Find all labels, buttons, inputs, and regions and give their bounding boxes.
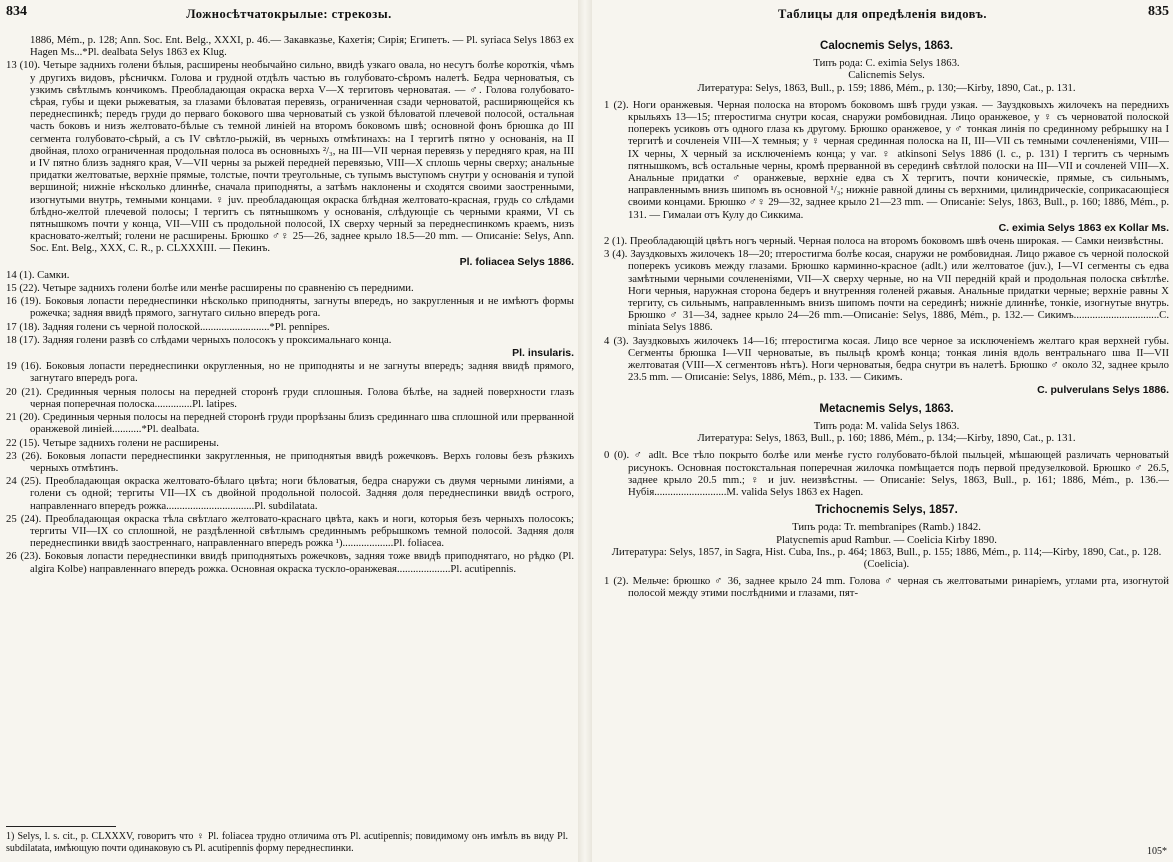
genus-intro-line: Литература: Selys, 1863, Bull., p. 159; 1886, Mém., p. 130;—Kirby, 1890, Cat., p. 131. — [697, 81, 1076, 94]
key-couplet: 0 (0). ♂ adlt. Все тѣло покрыто болѣе или менѣе густо голубовато-бѣлой пыльцей, мѣшающей различать черноватый рисунокъ. Основная постокстальная поперечная жилочка помѣщается подъ первой предузелковой. Брюшко ♂ 26.5, заднее крыло 20.5 mm.; ♀ и juv. неизвѣстны. — Описаніе: Selys, 1863, Bull., p. 161; 1886, Mém., p. 136.— Нубія...........................M. valida Selys 1863 ex Hagen. — [604, 449, 1169, 498]
key-couplet: 4 (3). Зауздковыхъ жилочекъ 14—16; птеростигма косая. Лицо все черное за исключеніемъ желтаго края верхней губы. Сегменты брюшка I—VII черноватые, въ пыльцѣ кромѣ конца; тонкая линія вдоль вентральнаго шва II—VII желтоватая (VIII—X сегментовъ нѣтъ). Ноги черноватыя, бедра снутри въ налетѣ. Брюшко ♂ около 32, заднее крыло 23.5 mm. — Описаніе: Selys, 1886, Mém., p. 133. — Сикимъ. — [604, 334, 1169, 384]
left-page — [0, 0, 578, 862]
footnote-rule — [6, 826, 116, 827]
genus-heading: Metacnemis Selys, 1863. — [819, 402, 954, 415]
left-header — [0, 6, 578, 24]
key-couplet: 19 (16). Боковыя лопасти переднеспинки округленныя, но не приподняты и не загнуты впередъ; задняя ввидѣ прямого, загнутаго впередъ рога. — [6, 360, 574, 385]
right-header — [592, 6, 1173, 24]
key-couplet: 24 (25). Преобладающая окраска желтовато-бѣлаго цвѣта; ноги бѣловатыя, бедра снаружи съ двумя черными линіями, а голени съ одной; тергиты VII—IX съ двойной продольной полосой. Задняя доля переднеспинки ввидѣ острого, направленнаго впередъ рожка.................................Pl. subdilatata. — [6, 475, 574, 512]
genus-intro-line: Литература: Selys, 1857, in Sagra, Hist. Cuba, Ins., p. 464; 1863, Bull., p. 155; 1886, Mém., p. 114;—Kirby, 1890, Cat., p. 128. (Coelicia). — [611, 545, 1162, 570]
genus-intro-line: Calicnemis Selys. — [848, 69, 925, 82]
key-couplet: 3 (4). Зауздковыхъ жилочекъ 18—20; птеростигма болѣе косая, снаружи не ромбовидная. Лицо ржавое съ черной полоской поперекъ усиковъ между глазами. Брюшко карминно-красное (adlt.) или желтоватое (juv.), I—VI сегменты съ едва замѣтными черными сочлененіями, VII—X сверху черные, но на VII передній край и продольная полоска свѣтлѣе. Ноги черныя, наружная сторона бедеръ и внутренняя голеней ржавыя. Анальные придатки черные; верхніе равны X тергиту, съ сильнымъ, направленнымъ внизъ шипомъ почти на серединѣ; нижніе длиннѣе, тонкіе, изогнутые внутрь. Брюшко ♂ 31—34, заднее крыло 24—26 mm.—Описаніе: Selys, 1886, Mém., p. 132.— Сикимъ................................C. miniata Selys 1886. — [604, 248, 1169, 334]
key-couplet: 23 (26). Боковыя лопасти переднеспинки закругленныя, не приподнятыя ввидѣ рожечковъ. Верхъ головы безъ рѣзкихъ черныхъ отмѣтинъ. — [6, 449, 574, 474]
genus-intro-line: Литература: Selys, 1863, Bull., p. 160; 1886, Mém., p. 134;—Kirby, 1890, Cat., p. 131. — [697, 432, 1076, 445]
key-couplet: 26 (23). Боковыя лопасти переднеспинки ввидѣ приподнятыхъ рожечковъ, задняя тоже ввидѣ приподнятаго, но рѣдко (Pl. algira Kolbe) направленнаго впередъ рожка. Основная окраска тускло-оранжевая....................Pl. acutipennis. — [6, 550, 574, 575]
signature-mark: 105* — [1147, 845, 1167, 857]
key-couplet: 18 (17). Задняя голени развѣ со слѣдами черныхъ полосокъ у проксимальнаго конца. — [6, 333, 392, 346]
running-head: Таблицы для опредѣленія видовъ. — [777, 7, 988, 21]
species-name: C. pulverulans Selys 1886. — [1037, 384, 1169, 397]
key-couplet: 1886, Mém., p. 128; Ann. Soc. Ent. Belg., XXXI, p. 46.— Закавказье, Кахетія; Сирія; Египетъ. — Pl. syriaca Selys 1863 ex Hagen Ms...*Pl. dealbata Selys 1863 ex Klug. — [30, 34, 574, 59]
key-couplet: 15 (22). Четыре заднихъ голени болѣе или менѣе расширены по сравненію съ передними. — [6, 282, 414, 295]
key-couplet: 17 (18). Задняя голени съ черной полоской..........................*Pl. pennipes. — [6, 320, 330, 333]
genus-heading: Calocnemis Selys, 1863. — [820, 40, 953, 52]
running-head: Ложносѣтчатокрылые: стрекозы. — [186, 7, 392, 21]
genus-intro-line: Типъ рода: M. valida Selys 1863. — [813, 419, 960, 432]
key-couplet: 25 (24). Преобладающая окраска тѣла свѣтлаго желтовато-краснаго цвѣта, какъ и ноги, которыя безъ черныхъ полосокъ; тергиты VII—IX со сплошной, не раздѣленной свѣтлымъ срединнымъ ребрышкомъ темной полосой. Задняя доля переднеспинки ввидѣ заостреннаго, направленнаго впередъ рожка ¹)...................Pl. foliacea. — [6, 512, 574, 550]
key-couplet: 2 (1). Преобладающій цвѣтъ ногъ черный. Черная полоса на второмъ боковомъ швѣ очень широкая. — Самки неизвѣстны. — [604, 235, 1164, 248]
genus-heading: Trichocnemis Selys, 1857. — [815, 504, 958, 517]
right-page-body — [604, 34, 1169, 601]
left-page-body — [6, 34, 574, 576]
key-couplet: 14 (1). Самки. — [6, 268, 70, 281]
species-name: Pl. foliacea Selys 1886. — [459, 255, 574, 268]
page-number: 834 — [6, 4, 27, 19]
key-couplet: 1 (2). Ноги оранжевыя. Черная полоска на второмъ боковомъ швѣ груди узкая. — Зауздковыхъ жилочекъ на переднихъ крыльяхъ 13—15; птеростигма снутри косая, снаружи ромбовидная. Лицо оранжевое, у ♀ съ черноватой полоской поперекъ усиковъ отъ одного глаза къ другому. Брюшко оранжевое, у ♂ тонкая линія по срединному ребрышку на I тергитѣ и сочленеія VIII—X темныя; у ♀ черная срединная полоска на II, III—VII съ темными сочлененіями, VIII—IX черны, X черный за исключеніемъ конца; у var. ♀ atkinsoni Selys 1886 (l. c., p. 131) I тергитъ съ чернымъ пятнышкомъ, всѣ остальные черны, кромѣ прерванной въ серединѣ свѣтлой полоски на III—VII и сочленей VIII—X. Анальные придатки ♂ оранжевые, верхніе едва съ X тергитъ, почти коническіе, прямые, съ сильнымъ, направленнымъ внизъ шипомъ въ основной ¹/₃; нижніе равной длины съ верхними, цилиндрическіе, соприкасающіеся своими концами. Брюшко ♂♀ 29—32, заднее крыло 21—23 mm. — Описаніе: Selys, 1863, Bull., p. 160; 1886, Mém., p. 131. — Гималаи отъ Кулу до Сиккима. — [604, 98, 1169, 221]
gutter — [578, 0, 592, 862]
key-couplet: 16 (19). Боковыя лопасти переднеспинки нѣсколько приподняты, загнуты впередъ, но закругленныя и не имѣютъ формы рожечка; задняя ввидѣ прямого, загнутаго сильно впередъ рога. — [6, 295, 574, 320]
species-name: Pl. insularis. — [512, 347, 574, 360]
key-couplet: 21 (20). Срединныя черныя полосы на передней сторонѣ груди прорѣзаны близъ срединнаго шва сплошной или прерванной оранжевой линіей...........*Pl. dealbata. — [6, 411, 574, 436]
key-couplet: 20 (21). Срединныя черныя полосы на передней сторонѣ груди сплошныя. Голова бѣлѣе, на задней поверхности глазъ черная поперечная полоска..............Pl. latipes. — [6, 385, 574, 410]
species-name: C. eximia Selys 1863 ex Kollar Ms. — [998, 221, 1169, 234]
key-couplet: 1 (2). Мельче: брюшко ♂ 36, заднее крыло 24 mm. Голова ♂ черная съ желтоватыми ринаріемъ, углами рта, изогнутой полосой между этими послѣдними и глазами, пят- — [604, 575, 1169, 600]
page-number: 835 — [1148, 4, 1169, 19]
footnote: 1) Selys, l. s. cit., p. CLXXXV, говоритъ что ♀ Pl. foliacea трудно отличима отъ Pl. acutipennis; повидимому онъ имѣлъ въ виду Pl. subdilatata, имѣющую почти одинаковую съ Pl. acutipennis форму переднеспинки. — [6, 831, 568, 854]
right-page — [592, 0, 1173, 862]
genus-intro-line: Типъ рода: C. eximia Selys 1863. — [813, 57, 960, 70]
genus-intro-line: Типъ рода: Tr. membranipes (Ramb.) 1842. — [792, 521, 981, 534]
footnote-block — [6, 816, 568, 854]
key-couplet: 22 (15). Четыре заднихъ голени не расширены. — [6, 436, 219, 449]
key-couplet: 13 (10). Четыре заднихъ голени бѣлыя, расширены необычайно сильно, ввидѣ узкаго овала, но несутъ болѣе короткія, чѣмъ у другихъ видовъ, рѣсничкм. Голова и грудной отдѣлъ частью въ голубовато-сѣромъ налетѣ. Бедра черноватыя, съ узкимъ свѣтлымъ кончикомъ. Преобладающая окраска верха V—X тергитовъ черноватая. — ♂. Голова голубовато-сѣрая, губы и щеки рыжеватыя, за глазами бѣловатая перевязь, ограниченная сзади черноватой, расширяющейся къ переднеспинкѣ; передъ груди до перваго бокового шва черноватый съ узкой бѣловатой плечевой полосой, остальная часть боковъ и низъ желтовато-бѣлые съ темной линіей на второмъ боковомъ швѣ; основной фонъ брюшка до III сегмента голубовато-сѣрый, а съ IV свѣтло-рыжій, въ черныхъ отмѣтинахъ: на I тергитѣ пятно у основанія, на II двойная, плохо ограниченная продольная полоса въ основныхъ ²/₃, на III—VII черная перевязь у передняго края, на III и IV пятно близъ задняго края, V—VII черны за рыжей передней перевязью, VIII—X сплошь черны сверху; анальные придатки желтоватые, верхніе прямые, толстые, почти треугольные, съ тупымъ выступомъ снутри у основанія и тупой вершиной; нижніе нѣсколько длиннѣе, сначала приподняты, а затѣмъ наклонены и сходятся своими заостренными, изогнутыми внутрь, темными концами. ♀ juv. преобладающая окраска блѣдная желтовато-красная, грудь со слѣдами блѣдно-желтой плечевой полосы; I тергитъ съ пятнышкомъ у основанія, слѣдующіе съ черными краями, VI съ пятнышкомъ почти у конца, VII—VIII съ продольной полосой, IX сверху черный за переднеспинкомъ краемъ, низъ красновато-желтый; голени не расширены. Брюшко ♂♀ 25—26, заднее крыло 18.5—20 mm. — Описаніе: Selys, Ann. Soc. Ent. Belg., XXX, C. R., p. CLXXXIII. — Пекинъ. — [6, 59, 574, 255]
genus-intro-line: Platycnemis apud Rambur. — Coelicia Kirby 1890. — [776, 533, 997, 546]
